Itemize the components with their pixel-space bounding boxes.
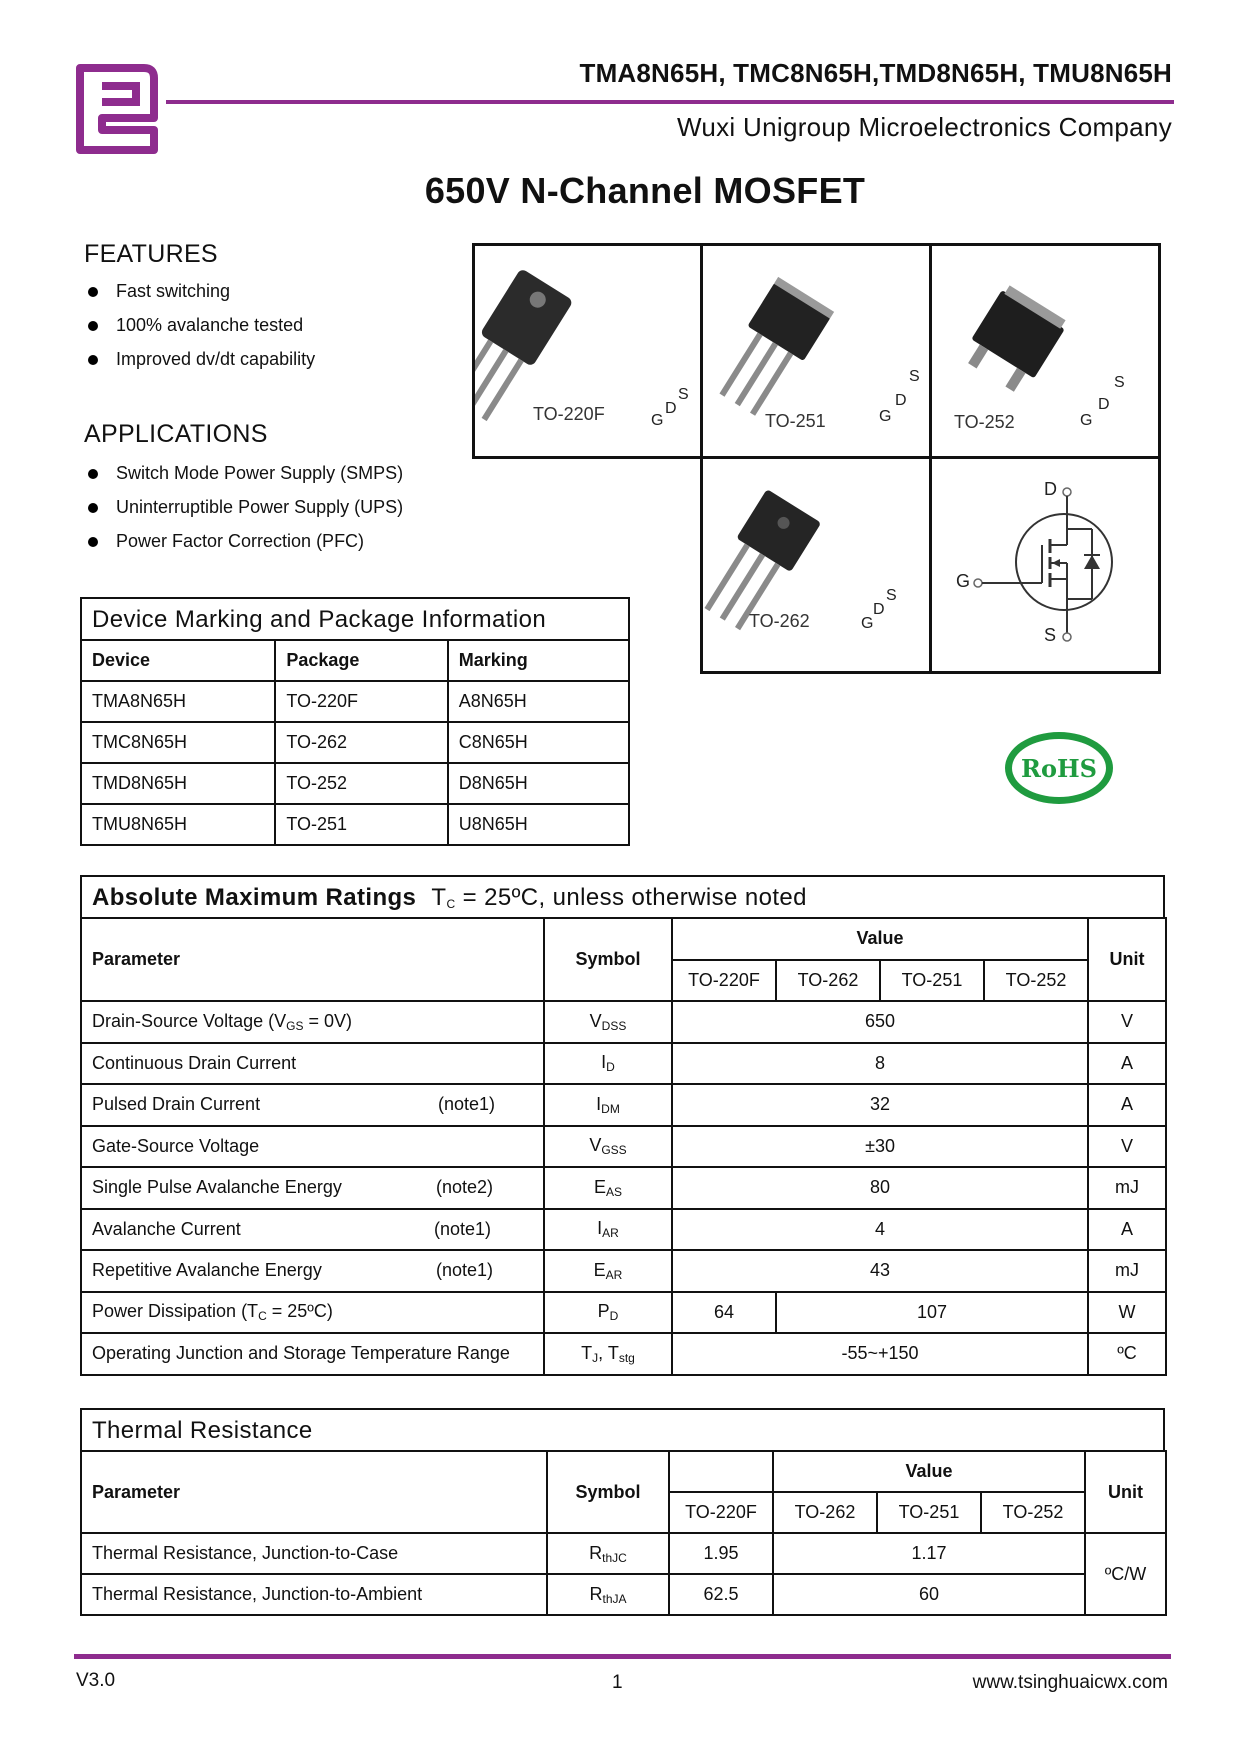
value-cell: -55~+150 — [672, 1333, 1088, 1375]
table-row — [81, 763, 629, 804]
rohs-text: RoHS — [1021, 753, 1097, 783]
parameter-cell: Drain-Source Voltage $(V_{GS} = 0V)$ — [81, 1001, 544, 1043]
package-to252-box — [929, 243, 1161, 459]
parameter-cell: Operating Junction and Storage Temperature Range — [81, 1333, 544, 1375]
application-item: Switch Mode Power Supply (SMPS) — [86, 456, 403, 490]
package-column-header: TO-252 — [981, 1492, 1085, 1533]
unit-cell: ºC/W — [1085, 1533, 1166, 1615]
table-row — [81, 722, 629, 763]
symbol-cell: $P_D$ — [544, 1292, 672, 1334]
footer-rule — [74, 1654, 1171, 1659]
unit-cell: V — [1088, 1126, 1166, 1168]
unit-cell: A — [1088, 1209, 1166, 1251]
to251-label: TO-251 — [765, 411, 826, 431]
footer-version: V3.0 — [76, 1670, 116, 1691]
amr-caption-cond-t: T — [431, 884, 447, 911]
company-name: Wuxi Unigroup Microelectronics Company — [677, 112, 1172, 142]
unit-cell: mJ — [1088, 1250, 1166, 1292]
symbol-cell: $I_D$ — [544, 1043, 672, 1085]
value-cell: ±30 — [672, 1126, 1088, 1168]
to251-pin-g: G — [879, 408, 892, 425]
marking-cell: U8N65H — [448, 804, 629, 845]
document-title: 650V N-Channel MOSFET — [424, 170, 866, 211]
symbol-header: Symbol — [544, 918, 672, 1001]
column-header: Package — [275, 640, 447, 681]
rohs-badge — [1005, 732, 1113, 804]
feature-item: Fast switching — [86, 274, 315, 308]
header-rule — [166, 100, 1174, 104]
parameter-cell: Avalanche Current (note1) — [81, 1209, 544, 1251]
package-column-header: TO-252 — [984, 960, 1088, 1002]
feature-item: 100% avalanche tested — [86, 308, 315, 342]
schematic-pin-g: G — [956, 571, 971, 591]
table-row — [81, 1533, 1166, 1574]
table-row — [81, 1167, 1166, 1209]
note-label: (note1) — [434, 1218, 492, 1239]
table-header-row — [81, 918, 1166, 960]
to252-pin-g: G — [1080, 412, 1093, 429]
value-cell: 64 — [672, 1292, 776, 1334]
note-label: (note2) — [436, 1177, 494, 1198]
device-cell: TMA8N65H — [81, 681, 275, 722]
footer-website-link[interactable]: www.tsinghuaicwx.com — [972, 1672, 1168, 1693]
applications-list — [86, 456, 403, 558]
feature-item: Improved dv/dt capability — [86, 342, 315, 376]
column-header: Marking — [448, 640, 629, 681]
symbol-cell: $R_{thJA}$ — [547, 1574, 669, 1615]
symbol-cell: $I_{AR}$ — [544, 1209, 672, 1251]
symbol-cell: $E_{AS}$ — [544, 1167, 672, 1209]
device-cell: TMD8N65H — [81, 763, 275, 804]
table-row — [81, 804, 629, 845]
value-cell: 107 — [776, 1292, 1088, 1334]
device-cell: TMU8N65H — [81, 804, 275, 845]
to252-label: TO-252 — [954, 412, 1015, 432]
table-row — [81, 681, 629, 722]
symbol-cell: $T_J$, $T_{stg}$ — [544, 1333, 672, 1375]
parameter-cell: Pulsed Drain Current (note1) — [81, 1084, 544, 1126]
table-row — [81, 1250, 1166, 1292]
package-column-header: TO-220F — [672, 960, 776, 1002]
package-column-header: TO-251 — [880, 960, 984, 1002]
parameter-cell: Thermal Resistance, Junction-to-Ambient — [81, 1574, 547, 1615]
device-marking-section — [80, 597, 630, 846]
thermal-resistance-table — [80, 1450, 1167, 1616]
symbol-cell: $R_{thJC}$ — [547, 1533, 669, 1574]
features-heading: FEATURES — [84, 240, 218, 268]
package-to220f-box — [472, 243, 703, 459]
unit-cell: A — [1088, 1084, 1166, 1126]
package-column-header: TO-220F — [669, 1492, 773, 1533]
empty-header-cell — [669, 1451, 773, 1492]
amr-caption-cond-rest: = 25ºC, unless otherwise noted — [455, 884, 807, 911]
absolute-maximum-ratings-section — [80, 875, 1165, 1376]
to251-pin-d: D — [895, 392, 907, 409]
value-cell: 8 — [672, 1043, 1088, 1085]
value-cell: 60 — [773, 1574, 1085, 1615]
value-header: Value — [773, 1451, 1085, 1492]
device-marking-table — [80, 639, 630, 846]
package-to251-box — [700, 243, 932, 459]
parameter-cell: Single Pulse Avalanche Energy (note2) — [81, 1167, 544, 1209]
package-cell: TO-262 — [275, 722, 447, 763]
to262-pin-g: G — [861, 615, 874, 632]
parameter-header: Parameter — [81, 1451, 547, 1533]
to251-pin-s: S — [909, 368, 920, 385]
unit-cell: ºC — [1088, 1333, 1166, 1375]
parameter-cell: Continuous Drain Current — [81, 1043, 544, 1085]
to220f-pin-s: S — [678, 386, 689, 403]
table-row — [81, 1084, 1166, 1126]
table-row — [81, 1126, 1166, 1168]
device-marking-caption: Device Marking and Package Information — [80, 597, 630, 639]
table-row — [81, 1333, 1166, 1375]
amr-caption — [80, 875, 1165, 917]
table-row — [81, 1292, 1166, 1334]
thermal-resistance-section — [80, 1408, 1165, 1616]
marking-cell: D8N65H — [448, 763, 629, 804]
package-to262-box — [700, 456, 932, 674]
table-row — [81, 1574, 1166, 1615]
value-cell: 650 — [672, 1001, 1088, 1043]
note-label: (note1) — [436, 1260, 494, 1281]
to262-pin-d: D — [873, 601, 885, 618]
absolute-maximum-ratings-table — [80, 917, 1167, 1376]
value-cell: 1.17 — [773, 1533, 1085, 1574]
table-header-row — [81, 640, 629, 681]
symbol-cell: $V_{GSS}$ — [544, 1126, 672, 1168]
value-cell: 43 — [672, 1250, 1088, 1292]
mosfet-schematic-box — [929, 456, 1161, 674]
value-cell: 80 — [672, 1167, 1088, 1209]
package-cell: TO-252 — [275, 763, 447, 804]
unit-cell: mJ — [1088, 1167, 1166, 1209]
value-cell: 4 — [672, 1209, 1088, 1251]
table-row — [81, 1001, 1166, 1043]
to220f-pin-g: G — [651, 412, 664, 429]
to252-pin-d: D — [1098, 396, 1110, 413]
package-column-header: TO-251 — [877, 1492, 981, 1533]
to220f-pin-d: D — [665, 400, 677, 417]
amr-caption-title: Absolute Maximum Ratings — [92, 884, 417, 911]
unit-header: Unit — [1088, 918, 1166, 1001]
package-column-header: TO-262 — [773, 1492, 877, 1533]
package-column-header: TO-262 — [776, 960, 880, 1002]
unit-header: Unit — [1085, 1451, 1166, 1533]
value-cell: 62.5 — [669, 1574, 773, 1615]
features-list — [86, 274, 315, 376]
symbol-cell: $E_{AR}$ — [544, 1250, 672, 1292]
schematic-pin-s: S — [1044, 625, 1057, 645]
unit-cell: A — [1088, 1043, 1166, 1085]
applications-heading: APPLICATIONS — [84, 420, 268, 448]
symbol-cell: $V_{DSS}$ — [544, 1001, 672, 1043]
symbol-cell: $I_{DM}$ — [544, 1084, 672, 1126]
value-cell: 32 — [672, 1084, 1088, 1126]
parameter-header: Parameter — [81, 918, 544, 1001]
unit-cell: V — [1088, 1001, 1166, 1043]
amr-caption-cond-sub: C — [446, 897, 456, 911]
value-header: Value — [672, 918, 1088, 960]
thermal-caption: Thermal Resistance — [80, 1408, 1165, 1450]
to262-pin-s: S — [886, 587, 897, 604]
parameter-cell: Thermal Resistance, Junction-to-Case — [81, 1533, 547, 1574]
company-logo — [66, 60, 166, 158]
device-cell: TMC8N65H — [81, 722, 275, 763]
footer-page-number: 1 — [612, 1672, 623, 1693]
to262-package-image — [703, 459, 929, 671]
symbol-header: Symbol — [547, 1451, 669, 1533]
parameter-cell: Gate-Source Voltage — [81, 1126, 544, 1168]
to220f-label: TO-220F — [533, 404, 605, 424]
parameter-cell: Repetitive Avalanche Energy (note1) — [81, 1250, 544, 1292]
parameter-cell: Power Dissipation ($T_C$ = 25ºC) — [81, 1292, 544, 1334]
to252-pin-s: S — [1114, 374, 1125, 391]
note-label: (note1) — [438, 1094, 496, 1115]
table-row — [81, 1209, 1166, 1251]
package-cell: TO-220F — [275, 681, 447, 722]
application-item: Uninterruptible Power Supply (UPS) — [86, 490, 403, 524]
unit-cell: W — [1088, 1292, 1166, 1334]
package-cell: TO-251 — [275, 804, 447, 845]
part-numbers-title: TMA8N65H, TMC8N65H,TMD8N65H, TMU8N65H — [579, 58, 1172, 88]
table-row — [81, 1043, 1166, 1085]
value-cell: 1.95 — [669, 1533, 773, 1574]
marking-cell: C8N65H — [448, 722, 629, 763]
to262-label: TO-262 — [749, 611, 810, 631]
marking-cell: A8N65H — [448, 681, 629, 722]
schematic-pin-d: D — [1044, 479, 1057, 499]
column-header: Device — [81, 640, 275, 681]
application-item: Power Factor Correction (PFC) — [86, 524, 403, 558]
table-header-row — [81, 1451, 1166, 1492]
